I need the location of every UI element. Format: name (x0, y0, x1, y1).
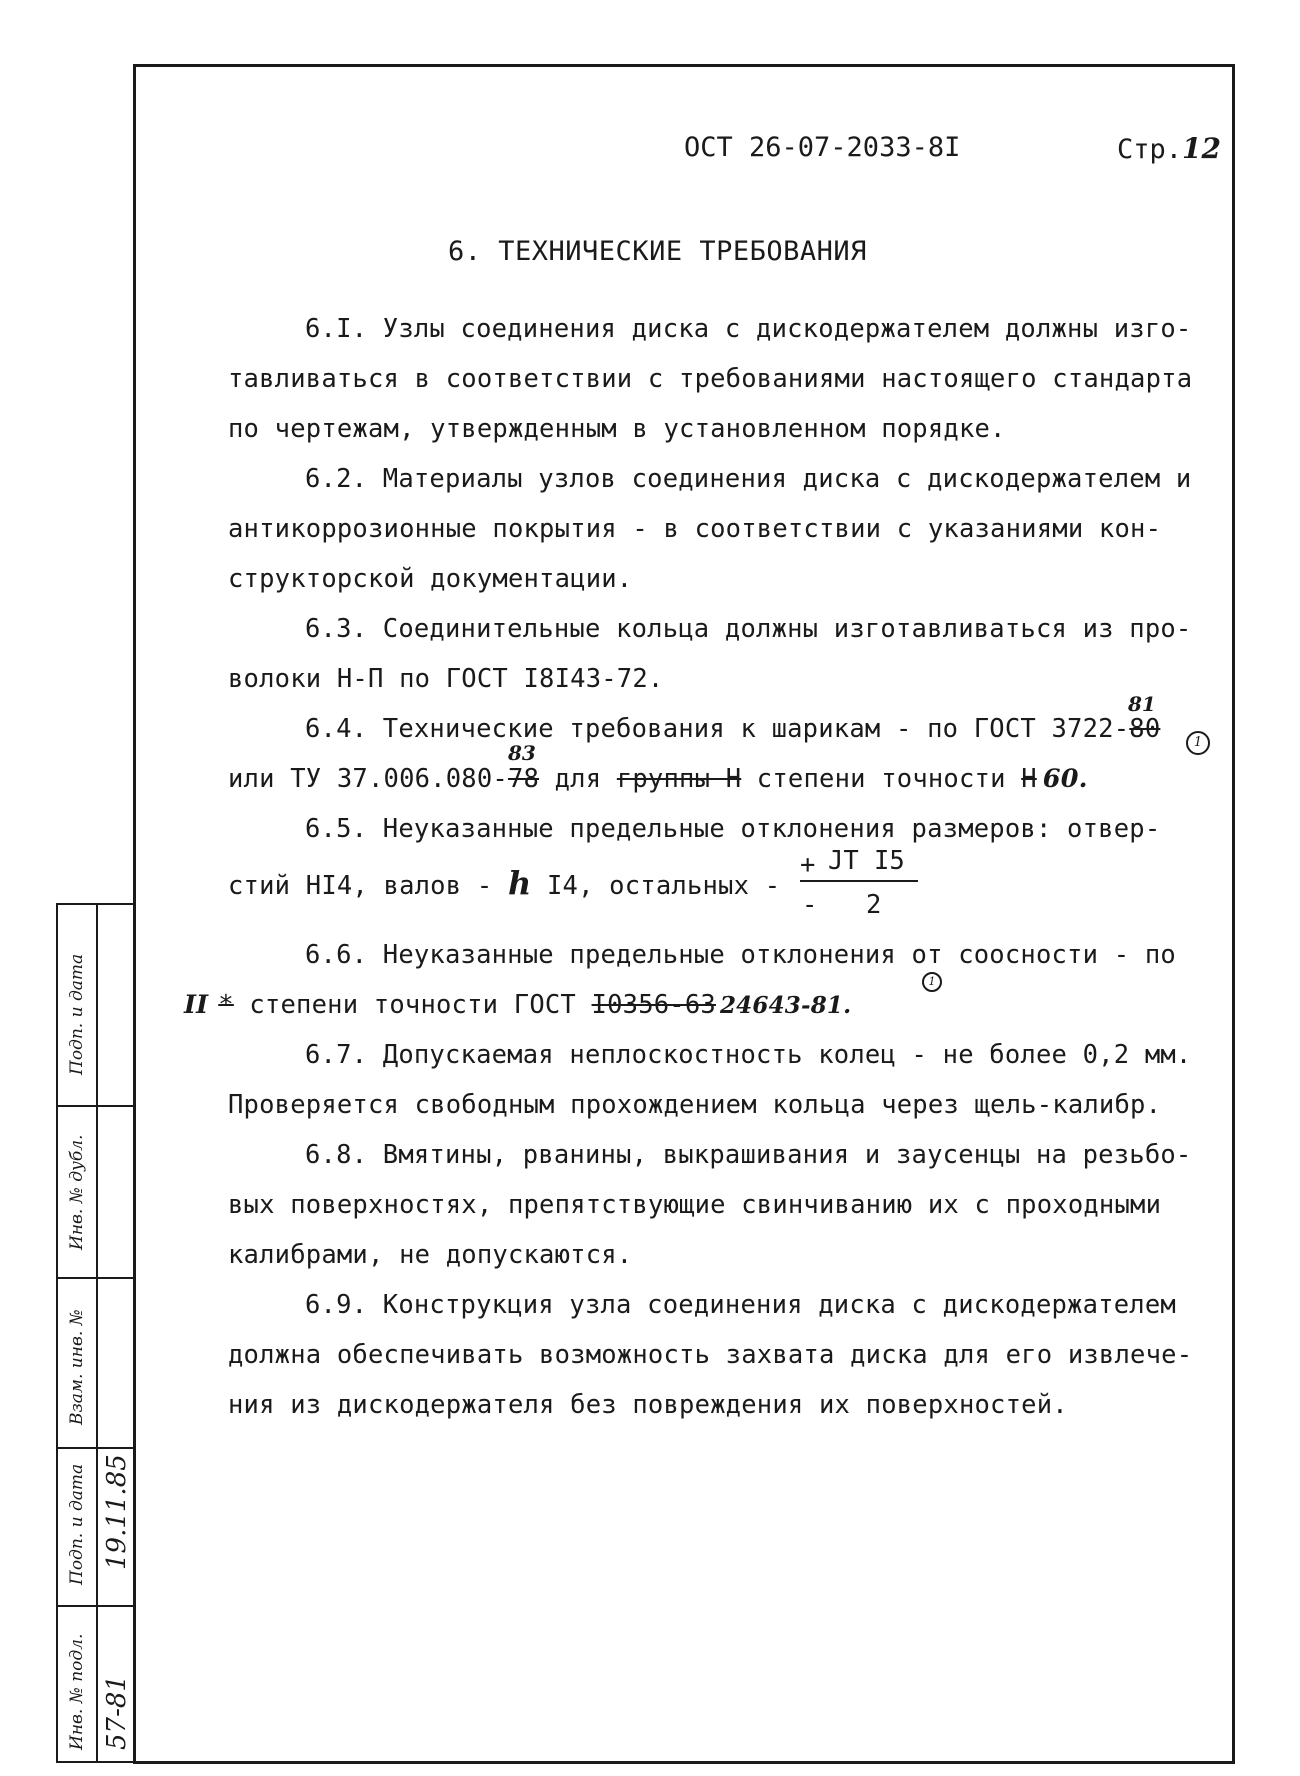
p4-struck-group: группы Н (616, 764, 742, 794)
p5-fraction-numerator: JT I5 (828, 846, 905, 876)
stamp-label-orig-sign-date: Подп. и дата (67, 1463, 87, 1585)
p4-line-1 (305, 714, 1160, 744)
page-label: Стр. (1117, 134, 1183, 165)
approval-stamp (56, 903, 133, 1763)
doc-code: ОСТ 26-07-2033-8I (684, 132, 961, 163)
p4-struck-year: 80 (1129, 714, 1161, 744)
p1-line-2: тавливаться в соответствии с требованиями настоящего стандарта (228, 364, 1193, 394)
p4-change-mark: 1 (1186, 731, 1210, 755)
p5-line-2-b: I4, остальных - (531, 871, 796, 901)
p9-line-3: ния из дискодержателя без повреждения их поверхностей. (228, 1390, 1068, 1420)
p5-line-2 (228, 864, 796, 902)
p3-line-1: 6.3. Соединительные кольца должны изготавливаться из про- (305, 614, 1192, 644)
p5-hand-h: h (507, 864, 532, 902)
p6-struck-gost: I0356-63 (591, 990, 716, 1020)
p3-line-2: волоки Н-П по ГОСТ I8I43-72. (228, 664, 664, 694)
p4-struck-class: Н (1021, 764, 1037, 794)
p5-line-1: 6.5. Неуказанные предельные отклонения размеров: отвер- (305, 814, 1161, 844)
p8-line-1: 6.8. Вмятины, рванины, выкрашивания и заусенцы на резьбо- (305, 1140, 1192, 1170)
p4-struck-ty-year: 78 (507, 764, 540, 794)
p4-ty-year-correction: 83 (508, 741, 536, 765)
stamp-label-orig-inv: Инв. № подл. (67, 1633, 87, 1750)
p8-line-2: вых поверхностях, препятствующие свинчиванию их с проходными (228, 1190, 1162, 1220)
p4-year-correction: 81 (1128, 692, 1156, 716)
stamp-row-divider (58, 1447, 133, 1449)
p8-line-3: калибрами, не допускаются. (228, 1240, 633, 1270)
p6-change-mark: 1 (922, 972, 942, 992)
stamp-label-sign-date: Подп. и дата (67, 953, 87, 1075)
stamp-row-divider (58, 1605, 133, 1607)
p6-line-2-a: степени точности ГОСТ (233, 990, 592, 1020)
p6-roman-class: II (184, 990, 209, 1020)
p4-line-1-text: 6.4. Технические требования к шарикам - по ГОСТ 3722- (305, 714, 1130, 744)
p9-line-2: должна обеспечивать возможность захвата диска для его извлече- (228, 1340, 1193, 1370)
p4-line-2 (228, 764, 1088, 794)
p5-fraction-bar (800, 880, 918, 882)
p6-line-2 (184, 990, 851, 1020)
p7-line-1: 6.7. Допускаемая неплоскостность колец - не более 0,2 мм. (305, 1040, 1192, 1070)
section-title: 6. ТЕХНИЧЕСКИЕ ТРЕБОВАНИЯ (448, 236, 867, 267)
p2-line-3: структорской документации. (228, 564, 633, 594)
p2-line-1: 6.2. Материалы узлов соединения диска с дискодержателем и (305, 464, 1192, 494)
stamp-row-divider (58, 1105, 133, 1107)
p5-fraction-sign-top: + (800, 850, 816, 880)
p2-line-2: антикоррозионные покрытия - в соответствии с указаниями кон- (228, 514, 1162, 544)
stamp-handwritten-date: 19.11.85 (102, 1454, 132, 1570)
p5-line-2-a: стий HI4, валов - (228, 871, 508, 901)
p4-new-class: 60. (1042, 764, 1088, 794)
page-number-label (1117, 132, 1221, 165)
stamp-label-dup-inv: Инв. № дубл. (67, 1134, 87, 1250)
stamp-row-divider (58, 1277, 133, 1279)
p4-line-2-b: для (539, 764, 617, 794)
p4-line-2-c: степени точности (741, 764, 1022, 794)
stamp-handwritten-inv: 57-81 (102, 1675, 132, 1750)
p6-gost-correction: 24643-81. (719, 992, 852, 1019)
stamp-label-replacement-inv: Взам. инв. № (67, 1309, 87, 1425)
p5-fraction-sign-bottom: - (802, 890, 818, 920)
p5-fraction-denominator: 2 (866, 890, 882, 920)
page-number: 12 (1182, 132, 1221, 165)
p9-line-1: 6.9. Конструкция узла соединения диска с дискодержателем (305, 1290, 1176, 1320)
p4-line-2-a: или ТУ 37.006.080- (228, 764, 508, 794)
p7-line-2: Проверяется свободным прохождением кольца через щель-калибр. (228, 1090, 1162, 1120)
p6-struck-star: * (218, 990, 234, 1020)
p6-line-1: 6.6. Неуказанные предельные отклонения от соосности - по (305, 940, 1176, 970)
p1-line-1: 6.I. Узлы соединения диска с дискодержателем должны изго- (305, 314, 1192, 344)
p1-line-3: по чертежам, утвержденным в установленном порядке. (228, 414, 1006, 444)
stamp-column-divider (96, 905, 98, 1761)
